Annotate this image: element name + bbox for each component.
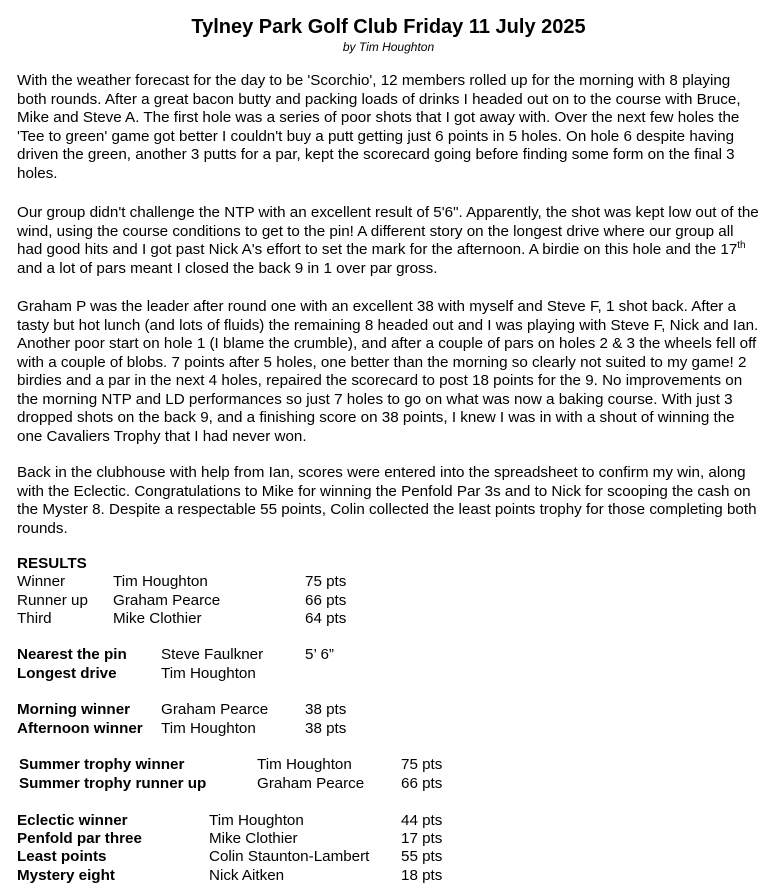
result-label: Eclectic winner [17,812,128,829]
result-score: 75 pts [305,573,347,590]
result-name: Graham Pearce [257,775,365,792]
byline: by Tim Houghton [342,40,435,54]
result-label: Summer trophy runner up [19,775,207,792]
result-name: Graham Pearce [113,592,221,609]
result-label: Summer trophy winner [19,756,185,773]
article-paragraph-2-part-1: Our group didn't challenge the NTP with an excellent result of 5'6". Apparently, the shot was kept low out of the wind, using the course conditions to get to the pin! A different story on the longest drive where our group all had good hits and I got past Nick A's effort to set the mark for the afternoon. A birdie on this hole and the 17 [17,204,759,258]
result-name: Tim Houghton [113,573,208,590]
result-score: 44 pts [401,812,443,829]
result-label: Third [17,610,52,627]
results-heading: RESULTS [17,555,87,572]
result-label: Longest drive [17,665,117,682]
result-name: Mike Clothier [209,830,298,847]
result-label: Penfold par three [17,830,142,847]
result-score: 75 pts [401,756,443,773]
result-name: Tim Houghton [161,665,256,682]
result-label: Nearest the pin [17,646,127,663]
result-label: Winner [17,573,66,590]
article-paragraph-4: Back in the clubhouse with help from Ian, scores were entered into the spreadsheet to confirm my win, along with the Eclectic. Congratulations to Mike for winning the Penfold Par 3s and to Nick for scooping the cash on the Myster 8. Despite a respectable 55 points, Colin collected the least points trophy for those completing both rounds. [17,464,757,537]
result-name: Mike Clothier [113,610,202,627]
result-name: Steve Faulkner [161,646,264,663]
result-name: Tim Houghton [161,720,256,737]
result-label: Runner up [17,592,88,609]
result-label: Mystery eight [17,867,115,884]
result-name: Tim Houghton [209,812,304,829]
result-label: Least points [17,848,107,865]
article-paragraph-1: With the weather forecast for the day to be 'Scorchio', 12 members rolled up for the morning with 8 playing both rounds. After a great bacon butty and packing loads of drinks I headed out on to the course with Bruce, Mike and Steve A. The first hole was a series of poor shots that I got away with. Over the next few holes the 'Tee to green' game got better I couldn't buy a putt getting just 6 points in 5 holes. On hole 6 despite having driven the green, another 3 putts for a par, kept the scorecard going before finding some form on the final 3 holes. [17,72,741,182]
result-name: Tim Houghton [257,756,352,773]
page-title: Tylney Park Golf Club Friday 11 July 2025 [191,16,586,38]
result-score: 5’ 6” [305,646,334,663]
result-score: 66 pts [401,775,443,792]
result-label: Afternoon winner [17,720,143,737]
result-score: 55 pts [401,848,443,865]
article-paragraph-2 [17,204,762,278]
result-score: 17 pts [401,830,443,847]
result-name: Colin Staunton-Lambert [209,848,370,865]
result-name: Graham Pearce [161,701,269,718]
result-score: 38 pts [305,701,347,718]
ordinal-suffix: th [737,239,746,251]
article-paragraph-2-part-2: and a lot of pars meant I closed the back 9 in 1 over par gross. [17,259,438,277]
result-label: Morning winner [17,701,131,718]
result-score: 64 pts [305,610,347,627]
result-score: 38 pts [305,720,347,737]
result-score: 66 pts [305,592,347,609]
article-paragraph-3: Graham P was the leader after round one with an excellent 38 with myself and Steve F, 1 shot back. After a tasty but hot lunch (and lots of fluids) the remaining 8 headed out and I was playing with Steve F, Nick and Ian. Another poor start on hole 1 (I blame the crumble), and after a couple of pars on holes 2 & 3 the wheels fell off with a couple of blobs. 7 points after 5 holes, one better than the morning so clearly not suited to my game! 2 birdies and a par in the next 4 holes, repaired the scorecard to post 18 points for the 9. No improvements on the morning NTP and LD performances so just 7 holes to go on what was now a baking course. With just 3 dropped shots on the back 9, and a finishing score on 38 points, I knew I was in with a shout of winning the one Cavaliers Trophy that I had never won. [17,298,759,445]
result-score: 18 pts [401,867,443,884]
result-name: Nick Aitken [209,867,285,884]
